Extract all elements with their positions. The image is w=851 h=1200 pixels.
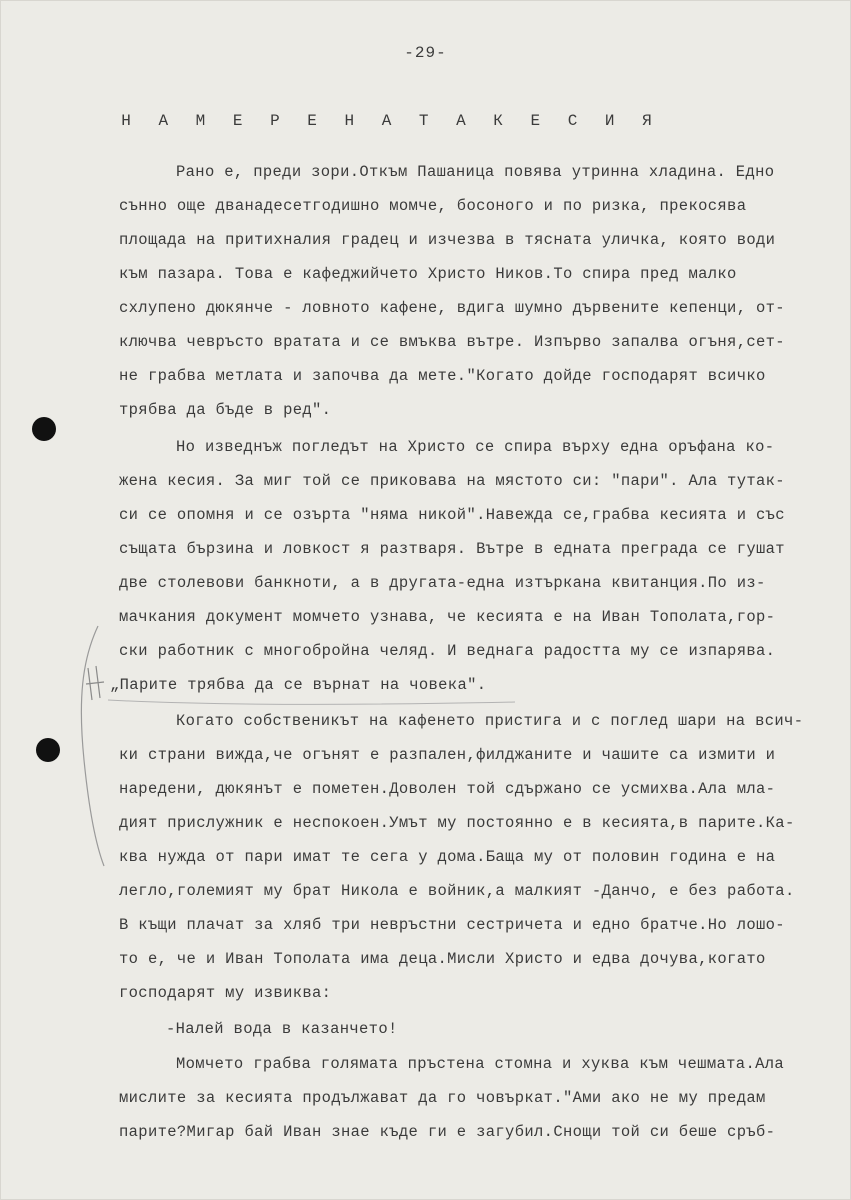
text-line: трябва да бъде в ред". <box>119 401 332 419</box>
text-line: площада на притихналия градец и изчезва в тясната уличка, която води <box>119 231 776 249</box>
text-line: парите?Мигар бай Иван знае къде ги е загубил.Снощи той си беше сръб- <box>119 1123 776 1141</box>
text-line: -Налей вода в казанчето! <box>166 1020 398 1038</box>
text-line: „Парите трябва да се върнат на човека". <box>110 676 487 694</box>
pencil-bracket-mark <box>81 626 104 866</box>
text-line: Когато собственикът на кафенето пристига и с поглед шари на всич- <box>176 712 804 730</box>
story-title: Н А М Е Р Е Н А Т А К Е С И Я <box>121 112 661 130</box>
page-number: -29- <box>404 44 447 62</box>
text-line: ки страни вижда,че огънят е разпален,филджаните и чашите са измити и <box>119 746 776 764</box>
text-line: същата бързина и ловкост я разтваря. Вътре в едната преграда се гушат <box>119 540 785 558</box>
text-line: две столевови банкноти, а в другата-една изтъркана квитанция.По из- <box>119 574 766 592</box>
text-line: мачкания документ момчето узнава, че кесията е на Иван Тополата,гор- <box>119 608 776 626</box>
text-line: Но изведнъж погледът на Христо се спира върху една оръфана ко- <box>176 438 775 456</box>
text-line: господарят му извиква: <box>119 984 332 1002</box>
text-line: не грабва метлата и започва да мете."Когато дойде господарят всичко <box>119 367 766 385</box>
text-line: В къщи плачат за хляб три невръстни сестричета и едно братче.Но лошо- <box>119 916 785 934</box>
text-line: сънно още дванадесетгодишно момче, босоного и по ризка, прекосява <box>119 197 747 215</box>
text-line: жена кесия. За миг той се приковава на мястото си: "пари". Ала тутак- <box>119 472 785 490</box>
text-line: схлупено дюкянче - ловното кафене, вдига шумно дървените кепенци, от- <box>119 299 785 317</box>
text-line: Момчето грабва голямата пръстена стомна и хуква към чешмата.Ала <box>176 1055 785 1073</box>
text-line: ква нужда от пари имат те сега у дома.Баща му от половин година е на <box>119 848 776 866</box>
text-line: легло,големият му брат Никола е войник,а малкият -Данчо, е без работа. <box>119 882 795 900</box>
text-line: ски работник с многобройна челяд. И веднага радостта му се изпарява. <box>119 642 776 660</box>
text-line: към пазара. Това е кафеджийчето Христо Ников.То спира пред малко <box>119 265 737 283</box>
text-line: дият прислужник е неспокоен.Умът му постоянно е в кесията,в парите.Ка- <box>119 814 795 832</box>
text-line: то е, че и Иван Тополата има деца.Мисли Христо и едва дочува,когато <box>119 950 766 968</box>
text-line: наредени, дюкянът е пометен.Доволен той сдържано се усмихва.Ала мла- <box>119 780 776 798</box>
text-line: мислите за кесията продължават да го човъркат."Ами ако не му предам <box>119 1089 766 1107</box>
pencil-paragraph-mark <box>86 666 104 700</box>
text-line: ключва чевръсто вратата и се вмъква вътре. Изпърво запалва огъня,сет- <box>119 333 785 351</box>
text-line: си се опомня и се озърта "няма никой".Навежда се,грабва кесията и със <box>119 506 785 524</box>
text-line: Рано е, преди зори.Откъм Пашаница повява утринна хладина. Едно <box>176 163 775 181</box>
pencil-underline-mark <box>108 700 515 704</box>
